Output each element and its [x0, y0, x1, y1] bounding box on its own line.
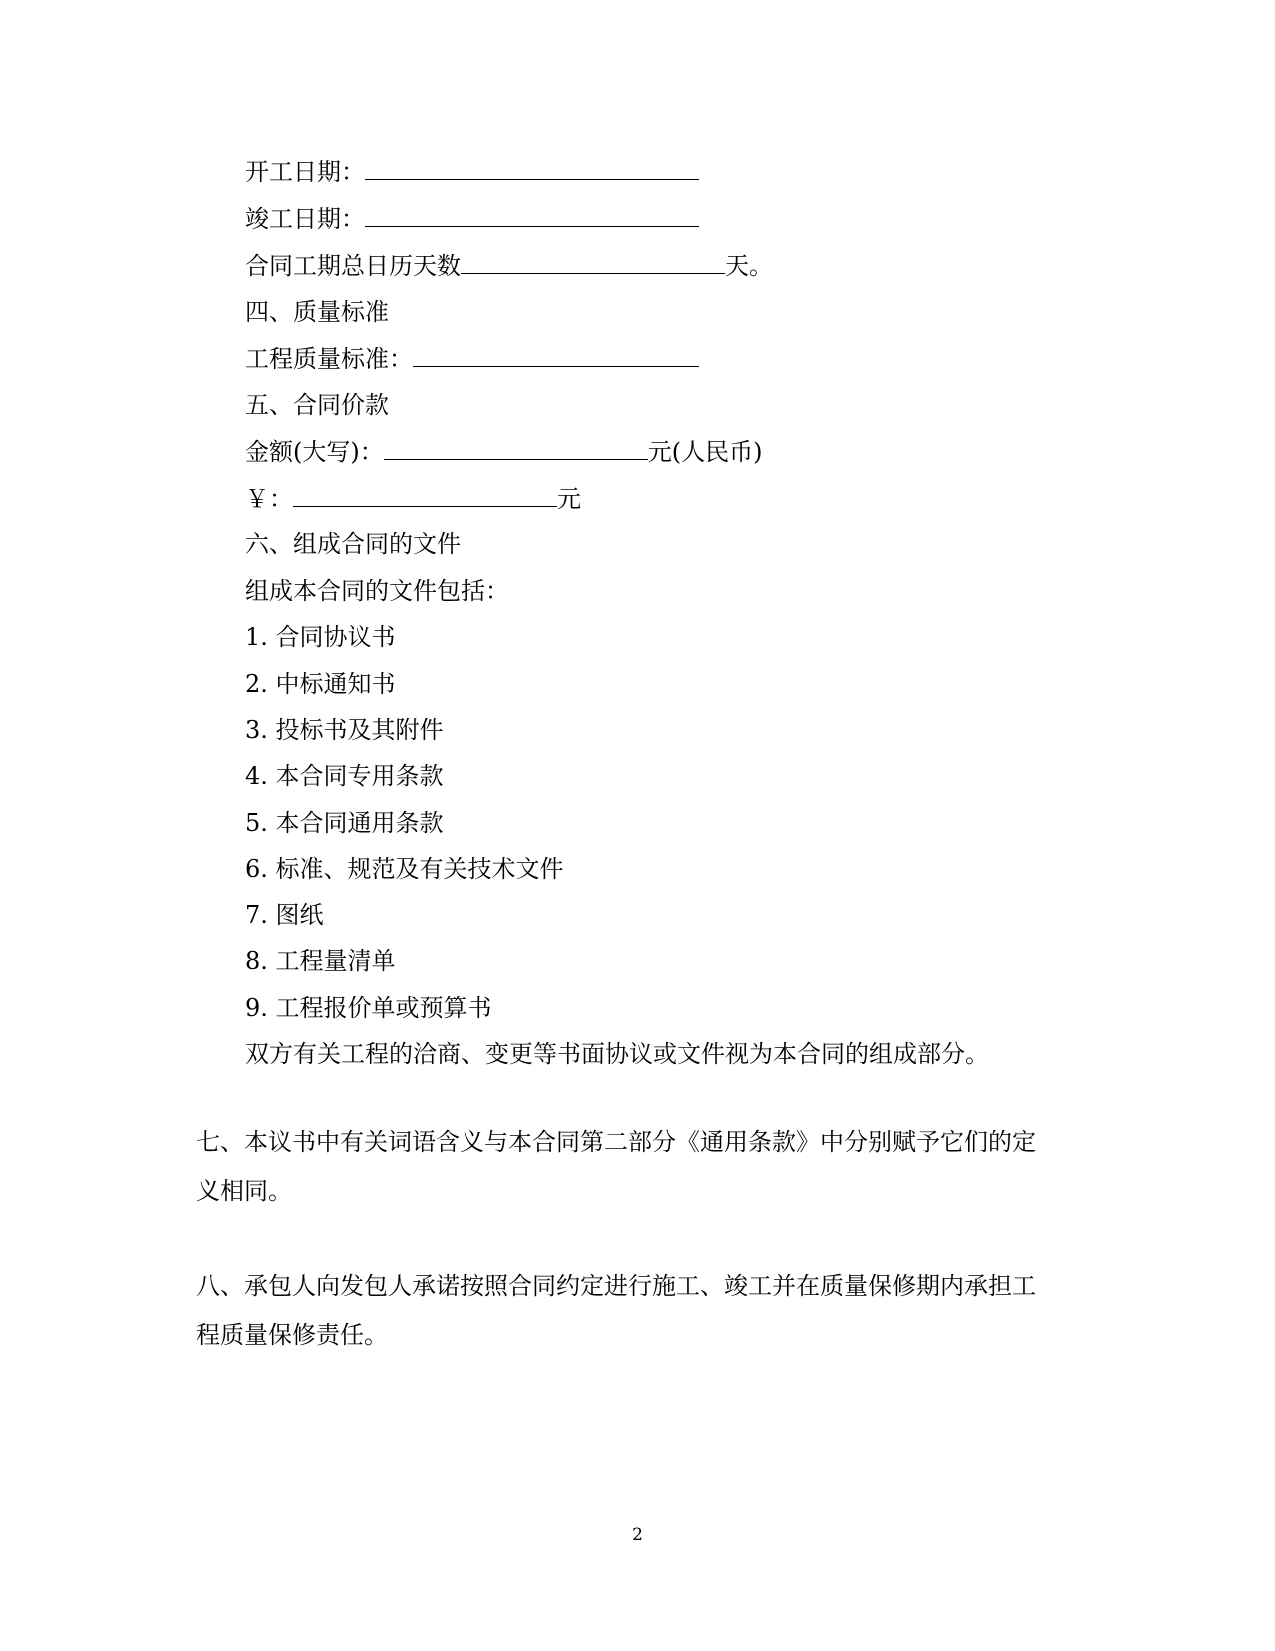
document-item: 8. 工程量清单 [245, 947, 396, 975]
finish-date-blank [365, 206, 699, 227]
price-heading: 五、合同价款 [245, 391, 389, 419]
quality-label: 工程质量标准： [245, 345, 413, 373]
finish-date-row [245, 204, 699, 234]
document-item: 2. 中标通知书 [245, 670, 396, 698]
document-item: 6. 标准、规范及有关技术文件 [245, 855, 564, 883]
quality-blank [413, 346, 699, 367]
clause-eight-line1: 八、承包人向发包人承诺按照合同约定进行施工、竣工并在质量保修期内承担工 [196, 1272, 1036, 1300]
document-item: 5. 本合同通用条款 [245, 809, 444, 837]
clause-eight [196, 1262, 1076, 1360]
amount-words-label: 金额(大写)： [245, 438, 384, 466]
clause-seven-line1: 七、本议书中有关词语含义与本合同第二部分《通用条款》中分别赋予它们的定 [196, 1128, 1036, 1156]
finish-date-label: 竣工日期： [245, 205, 365, 233]
documents-intro: 组成本合同的文件包括： [245, 577, 509, 605]
quality-heading: 四、质量标准 [245, 298, 389, 326]
duration-blank [461, 253, 725, 274]
duration-unit: 天。 [725, 252, 773, 280]
amount-figures-unit: 元 [557, 485, 581, 513]
clause-seven-line2: 义相同。 [196, 1177, 292, 1205]
document-item: 1. 合同协议书 [245, 623, 396, 651]
start-date-row [245, 157, 699, 187]
amount-words-unit: 元(人民币) [647, 438, 763, 466]
clause-eight-line2: 程质量保修责任。 [196, 1321, 388, 1349]
amount-figures-label: ￥： [245, 485, 293, 513]
amount-words-row [245, 437, 762, 467]
page-number: 2 [632, 1525, 643, 1545]
amount-words-blank [384, 439, 648, 460]
amount-figures-row [245, 484, 581, 514]
document-item: 4. 本合同专用条款 [245, 762, 444, 790]
quality-row [245, 344, 699, 374]
document-item: 3. 投标书及其附件 [245, 716, 444, 744]
amount-figures-blank [293, 486, 557, 507]
start-date-label: 开工日期： [245, 158, 365, 186]
duration-label: 合同工期总日历天数 [245, 252, 461, 280]
documents-closing: 双方有关工程的洽商、变更等书面协议或文件视为本合同的组成部分。 [245, 1040, 989, 1068]
document-item: 9. 工程报价单或预算书 [245, 994, 492, 1022]
clause-seven [196, 1118, 1076, 1216]
document-item: 7. 图纸 [245, 901, 324, 929]
start-date-blank [365, 159, 699, 180]
documents-heading: 六、组成合同的文件 [245, 530, 461, 558]
duration-row [245, 251, 773, 281]
